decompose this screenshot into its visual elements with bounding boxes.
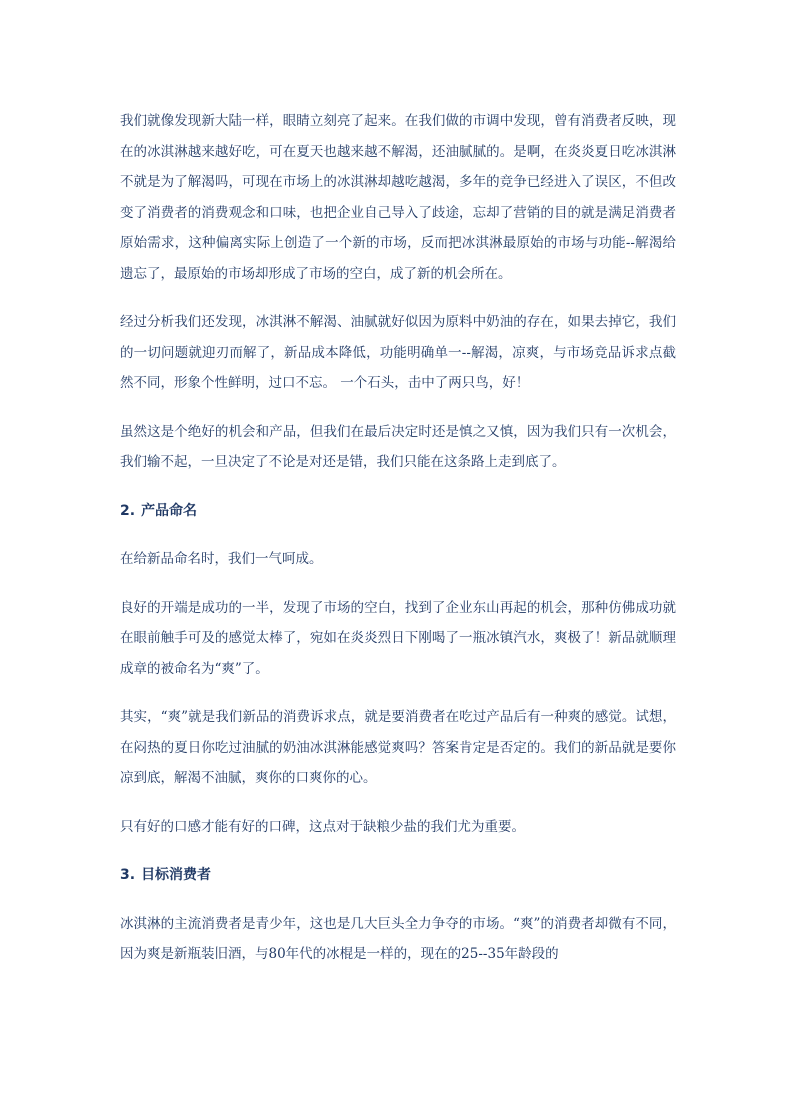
section-title: 产品命名 <box>141 502 198 519</box>
section-heading-product-naming <box>120 496 676 527</box>
section-heading-target-consumers <box>120 860 676 891</box>
paragraph-word-of-mouth: 只有好的口感才能有好的口碑，这点对于缺粮少盐的我们尤为重要。 <box>120 818 525 835</box>
paragraph-new-market-discovery: 我们就像发现新大陆一样，眼睛立刻亮了起来。在我们做的市调中发现，曾有消费者反映，现在的冰淇淋越来越好吃，可在夏天也越来越不解渴，还油腻腻的。是啊，在炎炎夏日吃冰淇淋不就是为了解渴吗，可现在市场上的冰淇淋却越吃越渴，多年的竞争已经进入了误区，不但改变了消费者的消费观念和口味，也把企业自己导入了歧途，忘却了营销的目的就是满足消费者原始需求，这种偏离实际上创造了一个新的市场，反而把冰淇淋最原始的市场与功能--解渴给遗忘了，最原始的市场却形成了市场的空白，成了新的机会所在。 <box>120 113 676 282</box>
paragraph-analysis-cream: 经过分析我们还发现，冰淇淋不解渴、油腻就好似因为原料中奶油的存在，如果去掉它，我们的一切问题就迎刃而解了，新品成本降低，功能明确单一--解渴，凉爽，与市场竞品诉求点截然不同，形象个性鲜明，过口不忘。 一个石头，击中了两只鸟，好！ <box>120 314 676 391</box>
document-body <box>120 106 676 988</box>
paragraph-good-start: 良好的开端是成功的一半，发现了市场的空白，找到了企业东山再起的机会，那种仿佛成功就在眼前触手可及的感觉太棒了，宛如在炎炎烈日下刚喝了一瓶冰镇汽水，爽极了！新品就顺理成章的被命名为“爽”了。 <box>120 599 676 677</box>
paragraph-naming-intro: 在给新品命名时，我们一气呵成。 <box>120 551 323 567</box>
paragraph-mainstream-consumers: 冰淇淋的主流消费者是青少年，这也是几大巨头全力争夺的市场。“爽”的消费者却微有不同，因为爽是新瓶装旧酒，与80年代的冰棍是一样的，现在的25--35年龄段的 <box>120 915 676 962</box>
section-title: 目标消费者 <box>141 867 212 883</box>
paragraph-cautious-decision: 虽然这是个绝好的机会和产品，但我们在最后决定时还是慎之又慎，因为我们只有一次机会，我们输不起，一旦决定了不论是对还是错，我们只能在这条路上走到底了。 <box>120 423 676 470</box>
section-number: 2. <box>120 502 136 519</box>
paragraph-appeal-point: 其实，“爽”就是我们新品的消费诉求点，就是要消费者在吃过产品后有一种爽的感觉。试想，在闷热的夏日你吃过油腻的奶油冰淇淋能感觉爽吗？答案肯定是否定的。我们的新品就是要你凉到底，解渴不油腻，爽你的口爽你的心。 <box>120 709 676 786</box>
section-number: 3. <box>120 867 136 883</box>
